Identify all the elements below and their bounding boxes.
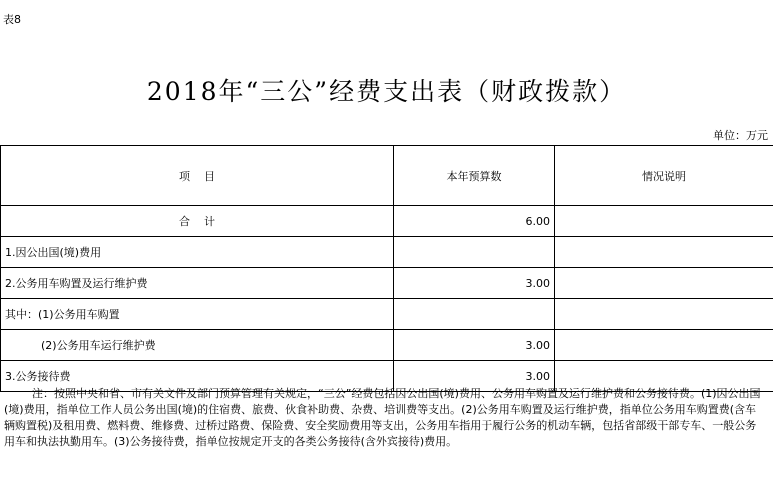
row-notes — [555, 330, 773, 361]
page-title: 2018年“三公”经费支出表（财政拨款） — [146, 77, 627, 106]
row-item: 2.公务用车购置及运行维护费 — [1, 268, 394, 299]
row-budget: 3.00 — [394, 330, 555, 361]
row-item: 其中：(1)公务用车购置 — [1, 299, 394, 330]
table-row — [1, 268, 773, 299]
table-header-row — [1, 146, 773, 206]
row-item: 3.公务接待费 — [1, 361, 394, 392]
row-notes — [555, 268, 773, 299]
row-item: (2)公务用车运行维护费 — [1, 330, 394, 361]
header-budget: 本年预算数 — [394, 146, 555, 206]
row-budget: 3.00 — [394, 361, 555, 392]
table-number-label: 表8 — [3, 13, 21, 26]
table-row — [1, 299, 773, 330]
expense-table — [0, 145, 773, 392]
row-budget: 3.00 — [394, 268, 555, 299]
row-budget — [394, 237, 555, 268]
table-row — [1, 237, 773, 268]
row-item: 合 计 — [1, 206, 394, 237]
row-notes — [555, 299, 773, 330]
header-item: 项 目 — [1, 146, 394, 206]
header-notes: 情况说明 — [555, 146, 773, 206]
footnote: 注：按照中央和省、市有关文件及部门预算管理有关规定，“三公”经费包括因公出国(境)费用、公务用车购置及运行维护费和公务接待费。(1)因公出国(境)费用，指单位工作人员公务出国(境)的住宿费、旅费、伙食补助费、杂费、培训费等支出。(2)公务用车购置及运行维护费，指单位公务用车购置费(含车辆购置税)及租用费、燃料费、维修费、过桥过路费、保险费、安全奖励费用等支出，公务用车指用于履行公务的机动车辆，包括省部级干部专车、一般公务用车和执法执勤用车。(3)公务接待费，指单位按规定开支的各类公务接待(含外宾接待)费用。 — [4, 387, 761, 448]
table-row — [1, 330, 773, 361]
row-budget — [394, 299, 555, 330]
row-notes — [555, 237, 773, 268]
row-notes — [555, 206, 773, 237]
table-row — [1, 206, 773, 237]
row-budget: 6.00 — [394, 206, 555, 237]
unit-label: 单位：万元 — [713, 129, 768, 142]
row-item: 1.因公出国(境)费用 — [1, 237, 394, 268]
